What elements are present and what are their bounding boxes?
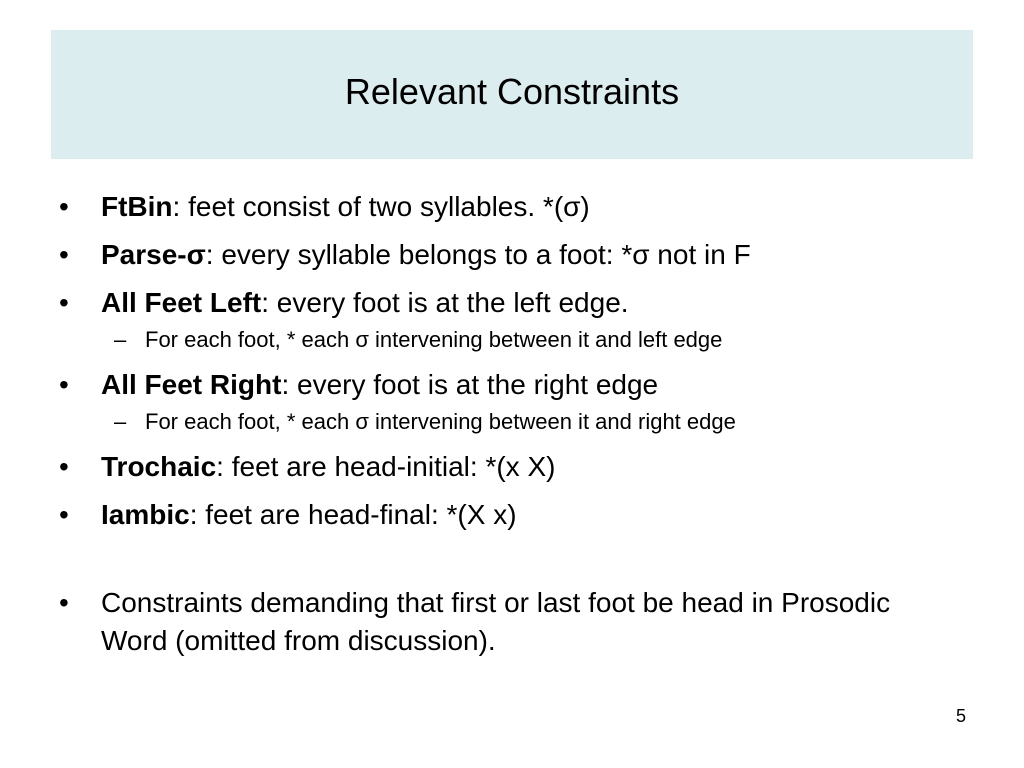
sub-bullet-marker: – bbox=[114, 409, 127, 434]
bullet-iambic bbox=[59, 496, 959, 534]
sub-bullet-marker: – bbox=[114, 327, 127, 352]
bullet-trochaic bbox=[59, 448, 959, 486]
bullet-all-feet-left bbox=[59, 284, 959, 322]
sub-bullet-text: For each foot, * each σ intervening between it and left edge bbox=[145, 327, 723, 352]
bullet-marker: • bbox=[59, 239, 69, 270]
sub-bullet-left-edge bbox=[59, 326, 959, 354]
bullet-list bbox=[59, 188, 959, 670]
constraint-name: FtBin bbox=[101, 191, 173, 222]
spacer bbox=[59, 544, 959, 584]
sub-bullet-text: For each foot, * each σ intervening between it and right edge bbox=[145, 409, 736, 434]
constraint-definition: : feet are head-final: *(X x) bbox=[189, 499, 517, 530]
constraint-definition: : feet are head-initial: *(x X) bbox=[216, 451, 556, 482]
bullet-all-feet-right bbox=[59, 366, 959, 404]
constraint-definition: : feet consist of two syllables. *(σ) bbox=[172, 191, 590, 222]
bullet-marker: • bbox=[59, 451, 69, 482]
sub-bullet-right-edge bbox=[59, 408, 959, 436]
bullet-marker: • bbox=[59, 499, 69, 530]
constraint-name: Iambic bbox=[101, 499, 190, 530]
bullet-marker: • bbox=[59, 587, 69, 618]
bullet-ftbin bbox=[59, 188, 959, 226]
constraint-definition: : every foot is at the right edge bbox=[281, 369, 659, 400]
title-band bbox=[51, 30, 973, 159]
slide-title: Relevant Constraints bbox=[344, 70, 680, 112]
bullet-parse bbox=[59, 236, 959, 274]
page-number: 5 bbox=[955, 706, 966, 726]
bullet-prosodic-word bbox=[59, 584, 959, 660]
constraint-definition: : every foot is at the left edge. bbox=[261, 287, 629, 318]
constraint-name: All Feet Left bbox=[101, 287, 262, 318]
constraint-name: Trochaic bbox=[101, 451, 217, 482]
constraint-definition: : every syllable belongs to a foot: *σ not in F bbox=[205, 239, 751, 270]
bullet-marker: • bbox=[59, 369, 69, 400]
constraint-name: Parse-σ bbox=[101, 239, 206, 270]
constraint-name: All Feet Right bbox=[101, 369, 282, 400]
bullet-marker: • bbox=[59, 287, 69, 318]
bullet-marker: • bbox=[59, 191, 69, 222]
bullet-text: Constraints demanding that first or last foot be head in Prosodic Word (omitted from discussion). bbox=[101, 587, 891, 656]
